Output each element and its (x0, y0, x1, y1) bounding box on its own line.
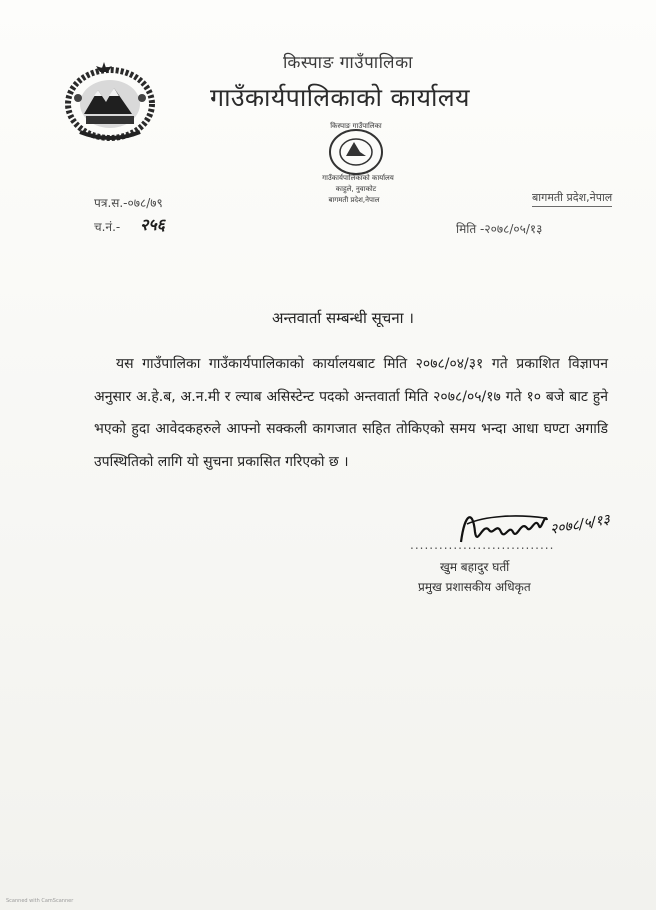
notice-body: यस गाउँपालिका गाउँकार्यपालिकाको कार्यालयबाट मिति २०७८/०४/३१ गते प्रकाशित विज्ञापन अनुसार अ.हे.ब, अ.न.मी र ल्याब असिस्टेन्ट पदको अन्तवार्ता मिति २०७८/०५/१७ गते १० बजे बाट हुने भएको हुदा आवेदकहरुले आफ्नो सक्कली कागजात सहित तोकिएको समय भन्दा आधा घण्टा अगाडि उपस्थितिको लागि यो सुचना प्रकासित गरिएको छ । (94, 356, 608, 470)
signature-date: २०७८/५/१३ (548, 511, 612, 538)
office-stamp (298, 112, 416, 207)
office-name: गाउँकार्यपालिकाको कार्यालय (210, 83, 470, 112)
dispatch-number-label: च.नं.- (94, 220, 121, 234)
signature-line: .............................. (410, 538, 555, 552)
stamp-line-4: बागमती प्रदेश,नेपाल (328, 196, 380, 204)
date-line: मिति -२०७८/०५/१३ (456, 222, 543, 236)
reference-number: पत्र.स.-०७८/७९ (94, 196, 163, 210)
signer-title: प्रमुख प्रशासकीय अधिकृत (418, 580, 531, 594)
signer-name: खुम बहादुर घर्ती (440, 560, 510, 574)
scanner-watermark: Scanned with CamScanner (6, 898, 74, 904)
nepal-emblem-icon (60, 62, 160, 142)
stamp-line-3: काहुले, नुवाकोट (335, 185, 377, 193)
dispatch-number: २५६ (140, 215, 165, 234)
municipality-name: किस्पाङ गाउँपालिका (282, 53, 414, 73)
notice-title: अन्तवार्ता सम्बन्धी सूचना । (271, 309, 414, 327)
stamp-line-1: किस्पाङ गाउँपालिका (330, 122, 382, 130)
stamp-line-2: गाउँकार्यपालिकाको कार्यालय (322, 174, 394, 182)
province-label: बागमती प्रदेश,नेपाल (532, 190, 612, 207)
